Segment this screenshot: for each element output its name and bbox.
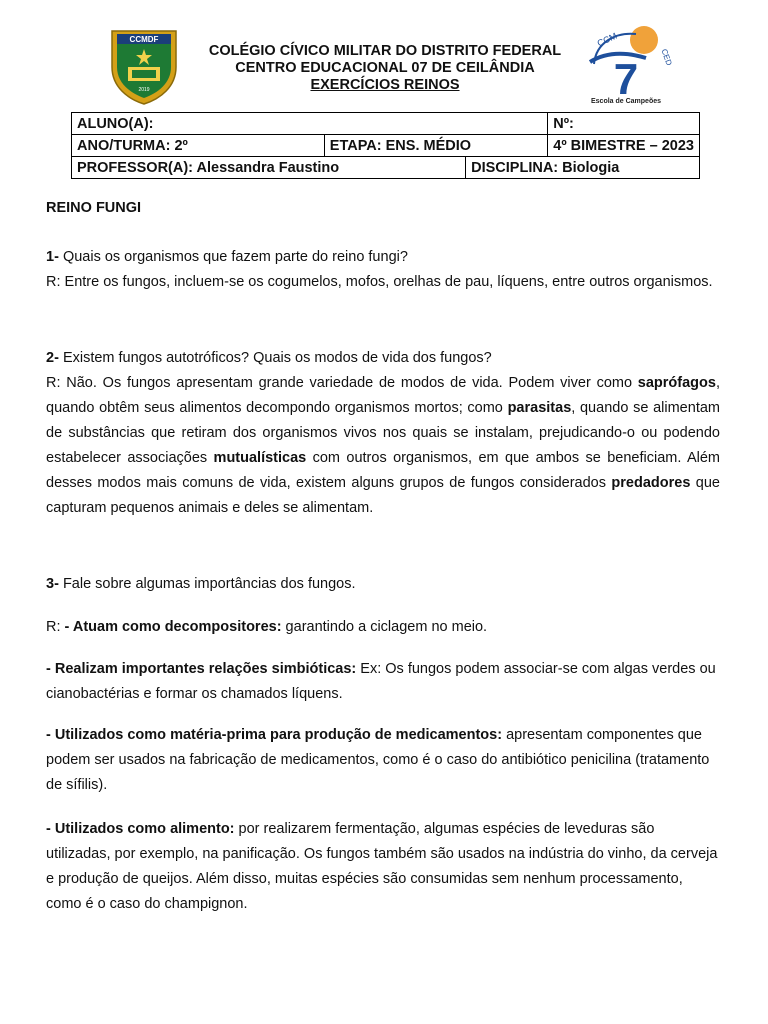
disciplina-field: DISCIPLINA: Biologia [466,157,700,179]
answer-3-item-1: R: - Atuam como decompositores: garantindo a ciclagem no meio. [46,619,488,635]
question-1: 1- Quais os organismos que fazem parte do reino fungi? [46,249,408,265]
answer-3-item-3: - Utilizados como matéria-prima para produção de medicamentos: apresentam componentes que podem ser usados na fabricação de medicamentos, como é o caso do antibiótico penicilina (tratamento de sífilis). [46,727,710,793]
svg-text:2019: 2019 [138,87,150,93]
etapa-field: ETAPA: ENS. MÉDIO [324,135,547,157]
answer-2: R: Não. Os fungos apresentam grande variedade de modos de vida. Podem viver como saprófagos, quando obtêm seus alimentos decompondo organismos mortos; como parasitas, quando se alimentam de substâncias que retiram dos organismos vivos nos quais se instalam, prejudicando-o ou podendo estabelecer associações mutualísticas com outros organismos, em que ambos se beneficiam. Além desses modos mais comuns de vida, existem alguns grupos de fungos considerados predadores que capturam pequenos animais e deles se alimentam. [46,375,720,516]
numero-field: Nº: [548,113,700,135]
aluno-field: ALUNO(A): [72,113,548,135]
question-2: 2- Existem fungos autotróficos? Quais os modos de vida dos fungos? [46,350,492,366]
answer-1: R: Entre os fungos, incluem-se os cogumelos, mofos, orelhas de pau, líquens, entre outros organismos. [46,274,713,290]
svg-text:CED: CED [659,47,674,67]
exercise-title: EXERCÍCIOS REINOS [310,77,460,93]
svg-text:Escola de Campeões: Escola de Campeões [590,98,662,105]
question-3: 3- Fale sobre algumas importâncias dos fungos. [46,576,356,592]
student-info-table [71,112,700,179]
answer-3-item-4: - Utilizados como alimento: por realizarem fermentação, algumas espécies de leveduras são utilizadas, por exemplo, na panificação. Os fungos também são usados na indústria do vinho, da cerveja e produção de queijos. Além disso, muitas espécies são consumidas sem nenhum processamento, como é o caso do champignon. [46,821,718,912]
section-title: REINO FUNGI [46,200,142,216]
svg-text:7: 7 [613,55,639,104]
svg-text:CCMDF: CCMDF [129,35,159,44]
center-name: CENTRO EDUCACIONAL 07 DE CEILÂNDIA [235,60,535,76]
school-name: COLÉGIO CÍVICO MILITAR DO DISTRITO FEDERAL [208,43,562,59]
ano-turma-field: ANO/TURMA: 2º [72,135,325,157]
professor-field: PROFESSOR(A): Alessandra Faustino [72,157,466,179]
bimestre-field: 4º BIMESTRE – 2023 [548,135,700,157]
ced7-logo [586,22,676,106]
svg-text:CCM: CCM [595,30,619,49]
answer-3-item-2: - Realizam importantes relações simbióticas: Ex: Os fungos podem associar-se com algas verdes ou cianobactérias e formar os chamados líquens. [46,661,716,702]
